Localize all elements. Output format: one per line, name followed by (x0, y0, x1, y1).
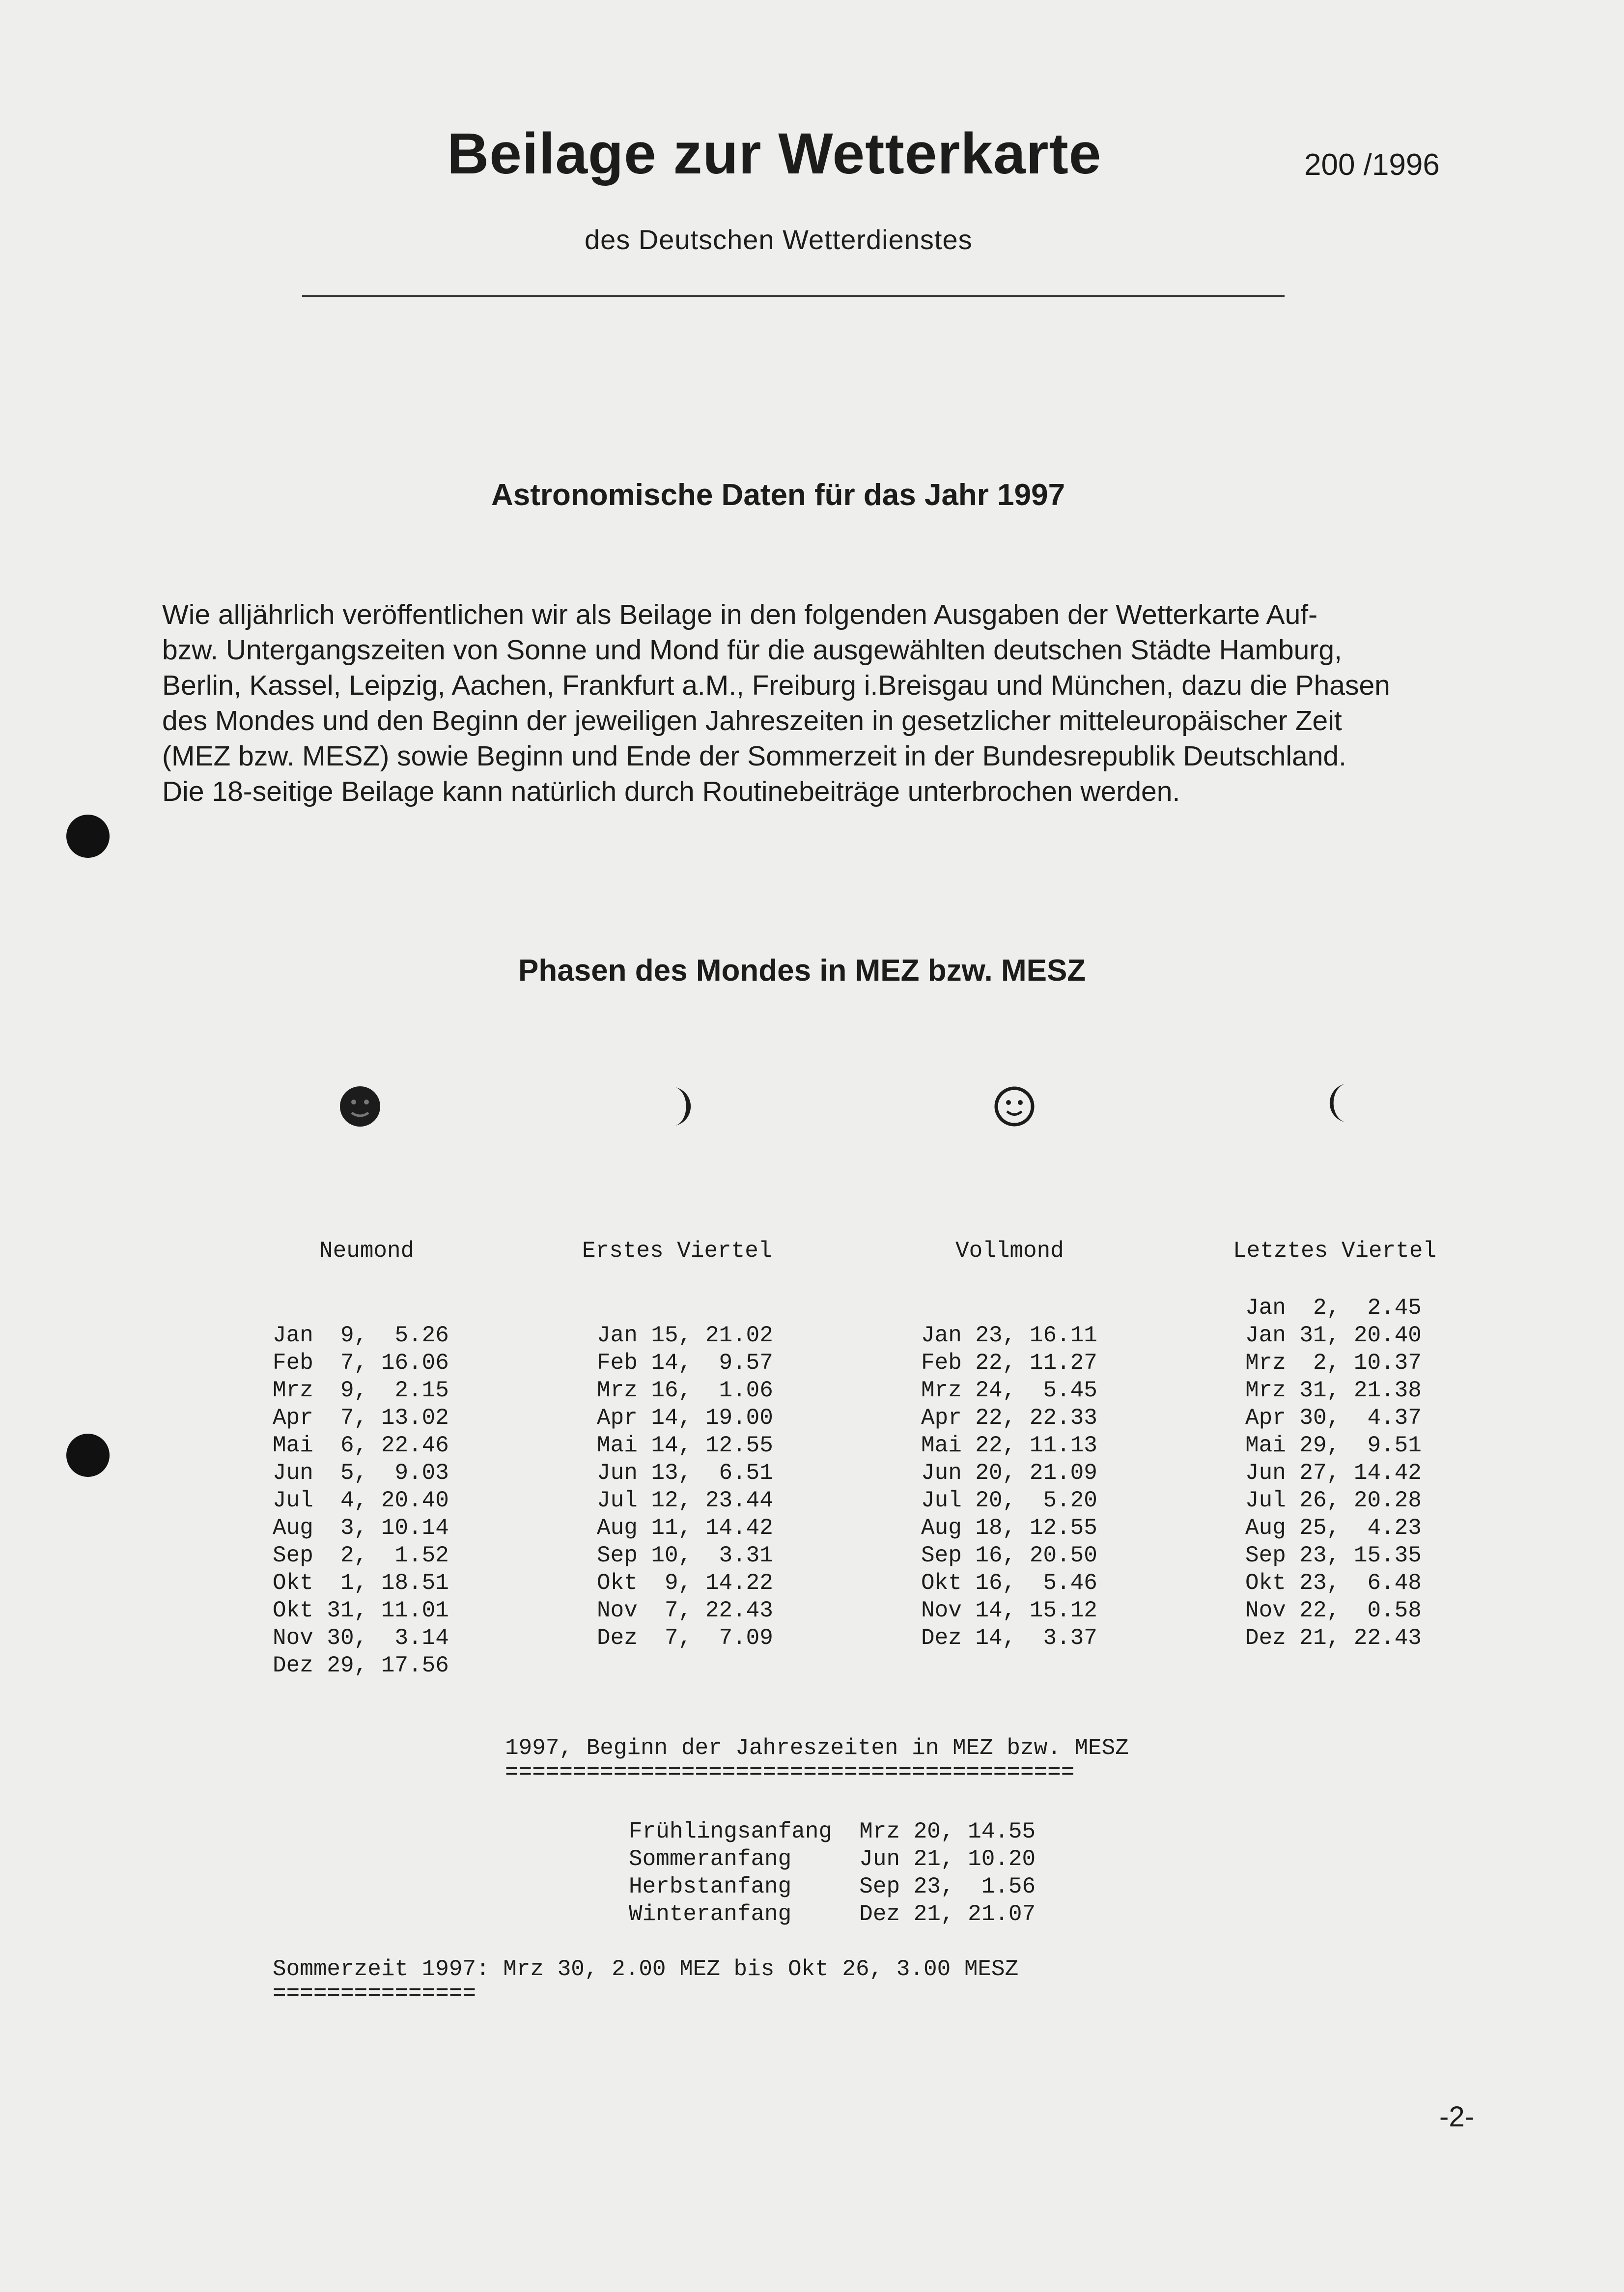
column-header-last-quarter: Letztes Viertel (1233, 1238, 1437, 1264)
column-header-full-moon: Vollmond (955, 1238, 1064, 1264)
intro-line: (MEZ bzw. MESZ) sowie Beginn und Ende der Sommerzeit in der Bundesrepublik Deutschland. (162, 740, 1346, 772)
seasons-heading-underline: ========================================== (505, 1760, 1075, 1785)
first-quarter-icon (661, 1084, 705, 1129)
summer-time-line: Sommerzeit 1997: Mrz 30, 2.00 MEZ bis Okt 26, 3.00 MESZ (273, 1956, 1019, 1982)
new-moon-icon (338, 1084, 382, 1129)
header-divider (302, 295, 1285, 297)
document-subtitle: des Deutschen Wetterdienstes (585, 224, 973, 255)
full-moon-icon (992, 1084, 1036, 1129)
punch-hole-bottom (66, 1434, 110, 1477)
document-title: Beilage zur Wetterkarte (447, 121, 1102, 186)
punch-hole-top (66, 815, 110, 858)
intro-line: Berlin, Kassel, Leipzig, Aachen, Frankfurt a.M., Freiburg i.Breisgau und München, dazu die Phasen (162, 670, 1390, 701)
intro-line: Wie alljährlich veröffentlichen wir als Beilage in den folgenden Ausgaben der Wetterkarte Auf- (162, 599, 1318, 630)
section-heading-moon-phases: Phasen des Mondes in MEZ bzw. MESZ (518, 954, 1086, 988)
seasons-table: Frühlingsanfang Mrz 20, 14.55 Sommeranfang Jun 21, 10.20 Herbstanfang Sep 23, 1.56 Winteranfang Dez 21, 21.07 (629, 1819, 1036, 1927)
seasons-heading: 1997, Beginn der Jahreszeiten in MEZ bzw. MESZ (505, 1735, 1129, 1761)
last-quarter-icon (1316, 1081, 1361, 1125)
summer-time-underline: =============== (273, 1981, 476, 2007)
last-quarter-dates: Jan 2, 2.45 Jan 31, 20.40 Mrz 2, 10.37 Mrz 31, 21.38 Apr 30, 4.37 Mai 29, 9.51 Jun 27, 14.42 Jul 26, 20.28 Aug 25, 4.23 Sep 23, 15.35 Okt 23, 6.48 Nov 22, 0.58 Dez 21, 22.43 (1245, 1295, 1422, 1651)
new-moon-dates: Jan 9, 5.26 Feb 7, 16.06 Mrz 9, 2.15 Apr 7, 13.02 Mai 6, 22.46 Jun 5, 9.03 Jul 4, 20.40 Aug 3, 10.14 Sep 2, 1.52 Okt 1, 18.51 Okt 31, 11.01 Nov 30, 3.14 Dez 29, 17.56 (273, 1323, 449, 1678)
column-header-first-quarter: Erstes Viertel (582, 1238, 772, 1264)
intro-line: des Mondes und den Beginn der jeweiligen Jahreszeiten in gesetzlicher mitteleuropäischer Zeit (162, 705, 1342, 736)
issue-number: 200 /1996 (1304, 148, 1440, 182)
intro-line: bzw. Untergangszeiten von Sonne und Mond für die ausgewählten deutschen Städte Hamburg, (162, 634, 1342, 666)
full-moon-dates: Jan 23, 16.11 Feb 22, 11.27 Mrz 24, 5.45 Apr 22, 22.33 Mai 22, 11.13 Jun 20, 21.09 Jul 20, 5.20 Aug 18, 12.55 Sep 16, 20.50 Okt 16, 5.46 Nov 14, 15.12 Dez 14, 3.37 (921, 1323, 1097, 1651)
intro-line: Die 18-seitige Beilage kann natürlich durch Routinebeiträge unterbrochen werden. (162, 776, 1180, 807)
column-header-new-moon: Neumond (319, 1238, 415, 1264)
first-quarter-dates: Jan 15, 21.02 Feb 14, 9.57 Mrz 16, 1.06 Apr 14, 19.00 Mai 14, 12.55 Jun 13, 6.51 Jul 12, 23.44 Aug 11, 14.42 Sep 10, 3.31 Okt 9, 14.22 Nov 7, 22.43 Dez 7, 7.09 (597, 1323, 773, 1651)
section-heading-astronomy: Astronomische Daten für das Jahr 1997 (491, 478, 1065, 512)
intro-paragraph (162, 597, 1488, 809)
page-number: -2- (1439, 2101, 1474, 2133)
